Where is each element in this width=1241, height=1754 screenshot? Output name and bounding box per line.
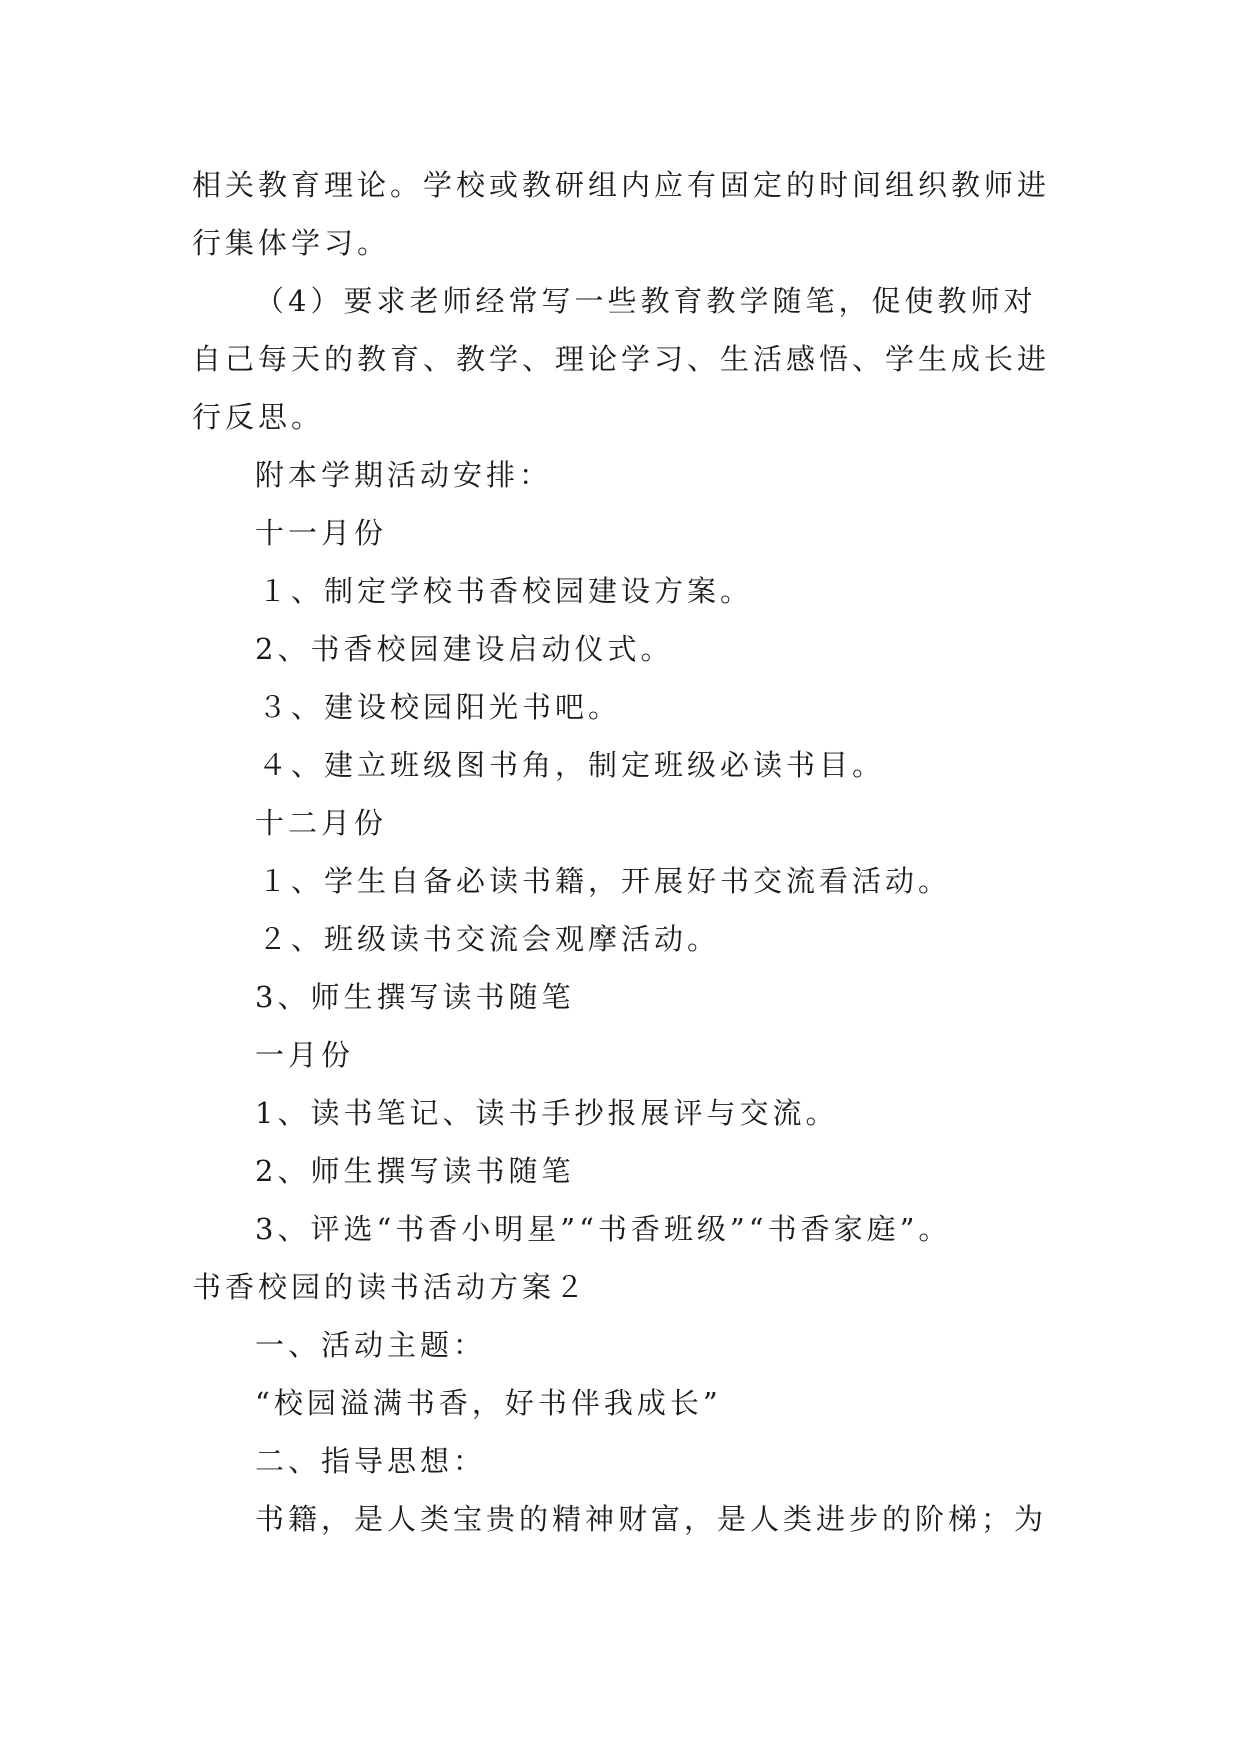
section-heading: 一、活动主题： [255,1328,487,1362]
paragraph-line: 书籍，是人类宝贵的精神财富，是人类进步的阶梯；为 [255,1502,1048,1536]
list-item: ２、班级读书交流会观摩活动。 [258,922,721,956]
paragraph-line: 行集体学习。 [192,226,391,260]
list-item: 2、书香校园建设启动仪式。 [255,632,674,666]
list-item: １、学生自备必读书籍，开展好书交流看活动。 [258,864,952,898]
month-heading: 十二月份 [255,806,388,840]
paragraph-line: 自己每天的教育、教学、理论学习、生活感悟、学生成长进 [192,342,1051,376]
paragraph-line: 相关教育理论。学校或教研组内应有固定的时间组织教师进 [192,168,1051,202]
list-item: 2、师生撰写读书随笔 [255,1154,575,1188]
section-title: 书香校园的读书活动方案２ [192,1270,589,1304]
list-item: １、制定学校书香校园建设方案。 [258,574,754,608]
list-item: ４、建立班级图书角，制定班级必读书目。 [258,748,886,782]
month-heading: 一月份 [255,1038,355,1072]
list-item: 3、评选“书香小明星”“书香班级”“书香家庭”。 [255,1212,952,1246]
paragraph-line: 行反思。 [192,400,325,434]
schedule-heading: 附本学期活动安排： [255,458,553,492]
month-heading: 十一月份 [255,516,388,550]
list-item: ３、建设校园阳光书吧。 [258,690,622,724]
list-item: 3、师生撰写读书随笔 [255,980,575,1014]
list-item: 1、读书笔记、读书手抄报展评与交流。 [255,1096,839,1130]
section-heading: 二、指导思想： [255,1444,487,1478]
theme-quote: “校园溢满书香，好书伴我成长” [255,1386,722,1420]
paragraph-line: （4）要求老师经常写一些教育教学随笔，促使教师对 [255,284,1037,318]
